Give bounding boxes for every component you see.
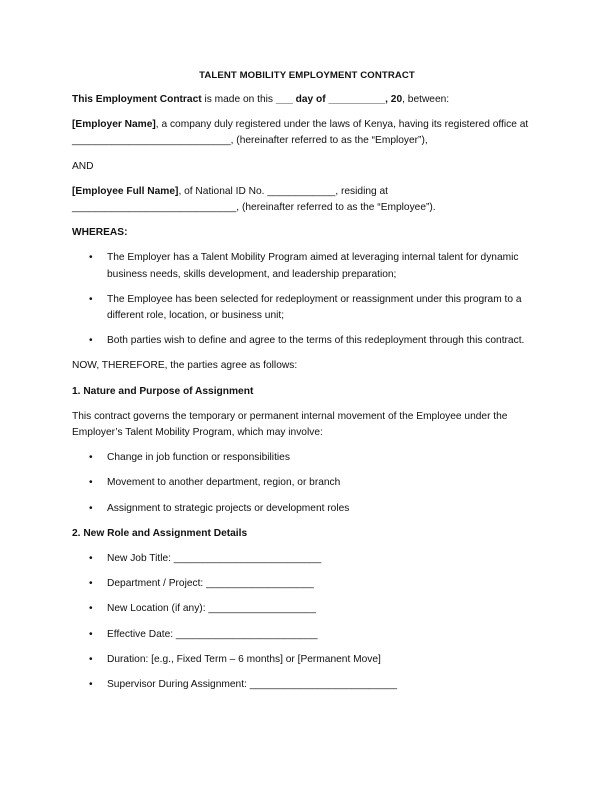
list-item: • Movement to another department, region, or branch — [72, 475, 542, 491]
list-item: • New Location (if any): ___________________ — [72, 601, 542, 617]
list-item: • Change in job function or responsibilities — [72, 450, 542, 466]
intro-date-blank: ___ day of __________, 20 — [275, 94, 403, 105]
employer-text: , a company duly registered under the laws of Kenya, having its registered office at ____________________________, (hereinafter referred to as the “Employer”), — [72, 119, 529, 147]
section-2-list — [72, 551, 542, 693]
document-page — [72, 70, 542, 702]
list-item: • Department / Project: ___________________ — [72, 576, 542, 592]
employee-text: , of National ID No. ____________, residing at _____________________________, (hereinafter referred to as the “Employee”). — [72, 185, 436, 214]
intro-tail: , between: — [402, 94, 450, 105]
intro-paragraph — [72, 92, 542, 108]
intro-mid: is made on this — [201, 94, 276, 105]
employee-name: [Employee Full Name] — [72, 185, 179, 197]
intro-lead: This Employment Contract — [72, 94, 202, 105]
list-item: • The Employer has a Talent Mobility Program aimed at leveraging internal talent for dynamic business needs, skills development, and leadership preparation; — [72, 250, 542, 282]
whereas-list — [72, 250, 542, 349]
section-2-heading: 2. New Role and Assignment Details — [72, 527, 248, 539]
document-title: TALENT MOBILITY EMPLOYMENT CONTRACT — [199, 70, 415, 81]
section-1-list — [72, 450, 542, 517]
employee-paragraph — [72, 184, 542, 216]
list-item: • Assignment to strategic projects or development roles — [72, 501, 542, 517]
therefore-line: NOW, THEREFORE, the parties agree as follows: — [72, 360, 298, 372]
section-1-text: This contract governs the temporary or permanent internal movement of the Employee under the Employer’s Talent Mobility Program, which may involve: — [72, 410, 508, 439]
and-line: AND — [72, 160, 94, 172]
list-item: • New Job Title: __________________________ — [72, 551, 542, 567]
list-item: • Effective Date: _________________________ — [72, 627, 542, 643]
employer-paragraph — [72, 117, 542, 149]
section-1-heading: 1. Nature and Purpose of Assignment — [72, 385, 254, 397]
whereas-heading: WHEREAS: — [72, 227, 128, 239]
employer-name: [Employer Name] — [72, 119, 156, 131]
list-item: • Both parties wish to define and agree to the terms of this redeployment through this contract. — [72, 333, 542, 349]
list-item: • Duration: [e.g., Fixed Term – 6 months] or [Permanent Move] — [72, 652, 542, 668]
list-item: • The Employee has been selected for redeployment or reassignment under this program to a different role, location, or business unit; — [72, 292, 542, 324]
list-item: • Supervisor During Assignment: __________________________ — [72, 677, 542, 693]
